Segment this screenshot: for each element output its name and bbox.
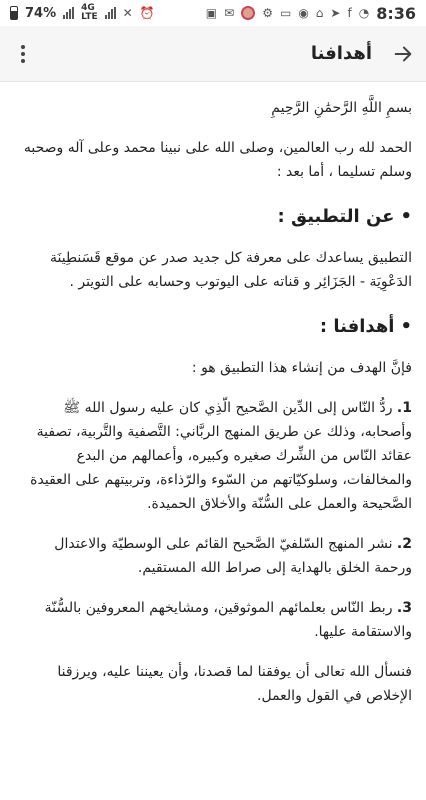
closing-paragraph: فنسأل الله تعالى أن يوفقنا لما قصدنا، وأن يعيننا عليه، ويرزقنا الإخلاص في القول والعمل. <box>57 664 412 704</box>
goal-item-3 <box>16 596 412 644</box>
goal-text: ربط النّاس بعلمائهم الموثوقين، ومشايخهم المعروفين بالسُّنّة والاستقامة عليها. <box>44 600 412 640</box>
facebook-notification-icon: f <box>347 6 352 20</box>
alarm-icon: ⏰ <box>139 6 155 20</box>
mosque-notification-icon: ⌂ <box>315 6 324 20</box>
status-bar-right <box>206 4 416 23</box>
clock: 8:36 <box>376 3 416 23</box>
goal-text: نشر المنهج السّلفيّ الصَّحيح القائم على الوسطيّة والاعتدال ورحمة الخلق بالهداية إلى صراط الله المستقيم. <box>54 536 412 576</box>
goal-number: 1. <box>396 400 412 416</box>
signal-icon <box>63 7 74 19</box>
goal-number: 2. <box>396 536 412 552</box>
signal-icon-2 <box>105 7 116 19</box>
network-type <box>81 4 98 22</box>
telegram-notification-icon: ➤ <box>330 6 341 20</box>
image-notification-icon: ▣ <box>205 6 218 20</box>
about-paragraph: التطبيق يساعدك على معرفة كل جديد صدر عن موقع قَسَنطِينَة الدَعْوِيَة - الجَزَائِر و قناته على اليوتوب وحسابه على التويتر . <box>49 250 412 290</box>
intro-paragraph: الحمد لله رب العالمين، وصلى الله على نبينا محمد وعلى آله وصحبه وسلم تسليما ، أما بعد : <box>23 140 412 180</box>
battery-icon <box>10 6 18 20</box>
bullet-icon: • <box>400 206 412 227</box>
goal-number: 3. <box>396 600 412 616</box>
messenger-notification-icon: ◉ <box>298 6 309 20</box>
arrow-forward-icon[interactable] <box>392 43 414 65</box>
app-bar-title-group <box>311 43 414 65</box>
bullet-icon: • <box>400 316 412 337</box>
goal-item-1 <box>16 396 412 516</box>
goal-text: ردُّ النّاس إلى الدِّين الصَّحيح الّذِي كان عليه رسول الله ﷺ وأصحابه، وذلك عن طريق المنهج الربَّاني: التَّصفية والتَّربية، تصفية عقائد النّاس من الشِّرك صغيره وكبيره، وأعمالهم من البدع والمخالفات، وسلوكيّاتهم من السّوء والرّذاءة، وتربيتهم على العقيدة الصَّحيحة والعمل على السُّنّة والأخلاق الحميدة. <box>30 400 412 512</box>
mute-icon: ✕ <box>122 6 133 20</box>
more-vert-icon[interactable] <box>16 45 30 63</box>
app-bar <box>0 26 426 82</box>
battery-percent: 74% <box>25 5 57 21</box>
about-heading-text: عن التطبيق : <box>277 206 395 227</box>
gmail-notification-icon: ✉ <box>224 6 235 20</box>
status-bar-left <box>10 4 155 22</box>
tv-notification-icon: ▭ <box>279 6 292 20</box>
settings-notification-icon: ⚙ <box>262 6 273 20</box>
network-label: 4G <box>81 3 95 13</box>
network-sub-label: LTE <box>81 12 98 22</box>
goals-heading-text: أهدافنا : <box>319 316 395 337</box>
goals-intro: فإنَّ الهدف من إنشاء هذا التطبيق هو : <box>191 360 412 376</box>
about-heading <box>16 204 412 230</box>
article-content <box>0 92 426 800</box>
goals-heading <box>16 314 412 340</box>
basmala: بسمِ اللَّهِ الرَّحمَٰنِ الرَّحِيمِ <box>271 100 412 116</box>
vpn-notification-icon: ◔ <box>358 6 370 20</box>
page-title: أهدافنا <box>310 43 372 64</box>
goal-item-2 <box>16 532 412 580</box>
app-notification-icon <box>241 6 255 20</box>
status-bar <box>0 0 426 26</box>
